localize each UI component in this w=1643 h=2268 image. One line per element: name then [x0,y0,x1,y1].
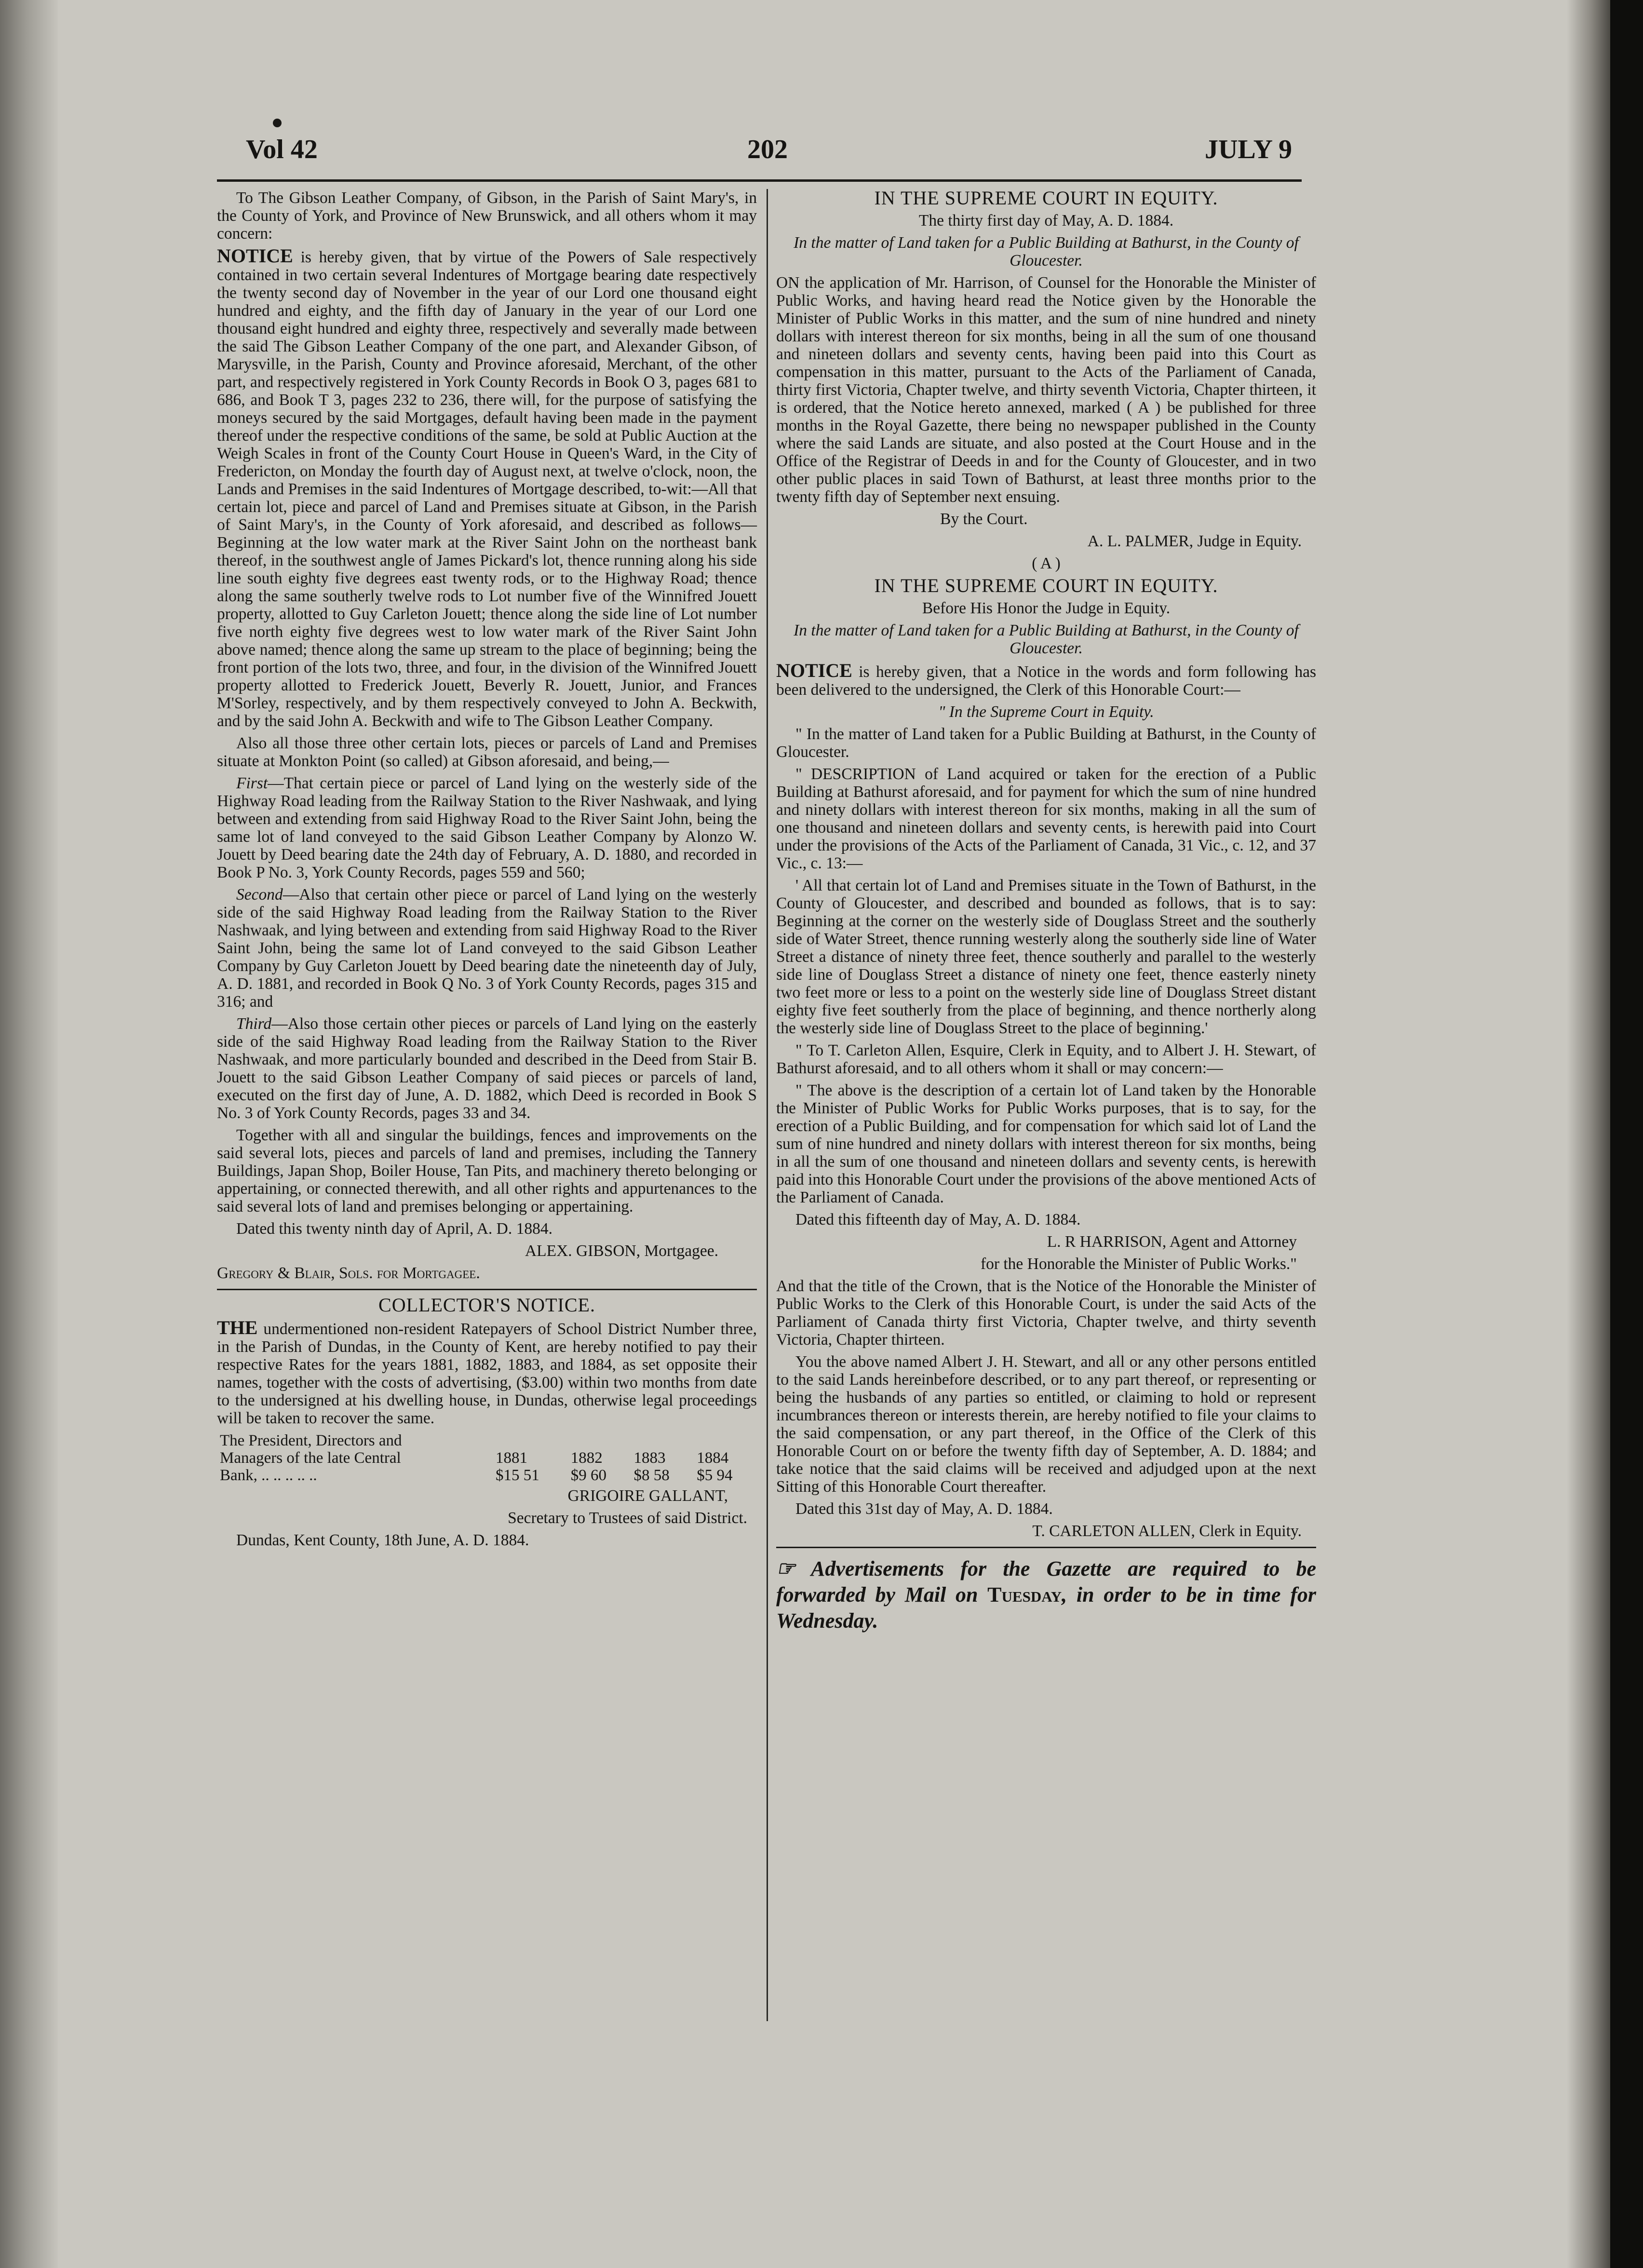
right-column [776,189,1316,1634]
clerk-notice-body: is hereby given, that a Notice in the words and form following has been delivered to the undersigned, the Clerk of this Honorable Court:— [776,663,1316,699]
annex-marker: ( A ) [1032,554,1061,572]
quoted-matter: " In the matter of Land taken for a Public Building at Bathurst, in the County of Gloucester. [776,725,1316,761]
mortgage-notice [217,247,757,730]
collector-signer: GRIGOIRE GALLANT, [567,1487,728,1505]
application-paragraph: ON the application of Mr. Harrison, of Counsel for the Honorable the Minister of Public Works, and having heard read the Notice given by the Honorable the Minister of Public Works in this matter, and the sum of nine hundred and ninety dollars with interest thereon for six months, being in all the sum of one thousand and nineteen dollars and seventy cents, having been paid into this Court as compensation in this matter, pursuant to the Acts of the Parliament of Canada, thirty first Victoria, Chapter twelve, and thirty seventh Victoria, Chapter thirteen, it is ordered, that the Notice hereto annexed, marked ( A ) be published for three months in the Royal Gazette, there being no newspaper published in the County where the said Lands are situate, and also posted at the Court House and in the Office of the Registrar of Deeds in and for the County of Gloucester, and in two other public places in said Town of Bathurst, at least three months prior to the twenty fifth day of September next ensuing. [776,274,1316,506]
pointing-hand-icon: ☞ [776,1557,795,1580]
rate-amount: $15 51 [496,1467,539,1484]
matter-heading-1: In the matter of Land taken for a Public Building at Bathurst, in the County of Gloucester. [794,234,1299,270]
year-header: 1883 [633,1449,666,1467]
rate-amount: $5 94 [697,1467,733,1484]
collector-notice [217,1319,757,1427]
collector-role: Secretary to Trustees of said District. [508,1509,747,1527]
volume-number: Vol 42 [246,135,318,164]
section-rule [776,1547,1316,1548]
rate-amount: $9 60 [570,1467,606,1484]
second-label: Second [236,886,283,904]
third-label: Third [236,1015,272,1033]
rates-table [217,1432,757,1484]
section-rule [217,1289,757,1290]
collector-body: undermentioned non-resident Ratepayers of School District Number three, in the Parish of Dundas, in the County of Kent, are hereby notified to pay their respective Rates for the years 1881, 1882, 1883, and 1884, as set opposite their names, together with the costs of advertising, ($3.00) within two months from date to the undersigned at his dwelling house, in Dundas, otherwise legal proceedings will be taken to recover the same. [217,1320,757,1427]
you-above-named: You the above named Albert J. H. Stewart, and all or any other persons entitled to the said Lands hereinbefore described, or to any part thereof, or representing or being the husbands of any parties so entitled, or claiming to hold or represent incumbrances thereon or interests therein, are hereby notified to file your claims to the said compensation, or any part thereof, in the Office of the Clerk of this Honorable Court on or before the twenty fifth day of September, A. D. 1884; and take notice that the said claims will be received and adjudged upon at the next Sitting of this Honorable Court thereafter. [776,1353,1316,1496]
issue-date: JULY 9 [1204,135,1292,164]
second-body: —Also that certain other piece or parcel of Land lying on the westerly side of the said Highway Road leading from the Railway Station to the River Nashwaak, and lying between and extending from said Highway Road to the River Saint John, being the same lot of Land conveyed to the said Gibson Leather Company by Guy Carleton Jouett by Deed bearing date the nineteenth day of July, A. D. 1881, and recorded in Book Q No. 3 of York County Records, pages 315 and 316; and [217,886,757,1011]
collector-the: THE [217,1317,258,1338]
notice-word: NOTICE [217,245,293,267]
year-header: 1881 [496,1449,527,1467]
description-paragraph: " DESCRIPTION of Land acquired or taken for the erection of a Public Building at Bathurst aforesaid, and for payment for which the sum of nine hundred and ninety dollars with interest thereon for six months, making in all the sum of one thousand and nineteen dollars and seventy cents, is herewith paid into Court under the provisions of the Acts of the Parliament of Canada, 31 Vic., c. 12, and 37 Vic., c. 13:— [776,765,1316,872]
together-paragraph: Together with all and singular the buildings, fences and improvements on the said several lots, pieces and parcels of land and premises, including the Tannery Buildings, Japan Shop, Boiler House, Tan Pits, and machinery thereto belonging or appertaining, or connected therewith, and all other rights and appurtenances to the said several lots of land and premises belonging or appertaining. [217,1126,757,1215]
quoted-court: " In the Supreme Court in Equity. [938,703,1154,721]
clerk-signature: T. CARLETON ALLEN, Clerk in Equity. [1032,1522,1302,1540]
court-heading-2: IN THE SUPREME COURT IN EQUITY. [874,575,1218,596]
lot-description: ' All that certain lot of Land and Premises situate in the Town of Bathurst, in the County of Gloucester, and described and bounded as follows, that is to say: Beginning at the corner on the westerly side of Douglass Street and the southerly side of Water Street, thence running westerly along the southerly side line of Water Street a distance of ninety three feet, thence southerly and parallel to the westerly side line of Douglass Street a distance of ninety one feet, thence easterly ninety two feet more or less to a point on the westerly side line of Douglass Street distant eighty five feet southerly from the place of beginning, and thence northerly along the westerly side line of Douglass Street to the place of beginning.' [776,877,1316,1037]
judge-signature: A. L. PALMER, Judge in Equity. [1087,532,1302,550]
mortgage-notice-body: is hereby given, that by virtue of the Powers of Sale respectively contained in two certain several Indentures of Mortgage bearing date respectively the twenty second day of November in the year of our Lord one thousand eight hundred and eighty, and the fifth day of January in the year of our Lord one thousand eight hundred and eighty three, respectively and severally made between the said The Gibson Leather Company of the one part, and Alexander Gibson, of Marysville, in the Parish, County and Province aforesaid, Merchant, of the other part, and respectively registered in York County Records in Book O 3, pages 681 to 686, and Book T 3, pages 232 to 236, there will, for the purpose of satisfying the moneys secured by the said Mortgages, default having been made in the payment thereof under the respective conditions of the same, be sold at Public Auction at the Weigh Scales in front of the County Court House in Queen's Ward, in the City of Fredericton, on Monday the fourth day of August next, at twelve o'clock, noon, the Lands and Premises in the said Indentures of Mortgage described, to-wit:—All that certain lot, piece and parcel of Land and Premises situate at Gibson, in the Parish of Saint Mary's, in the County of York aforesaid, and described as follows—Beginning at the low water mark at the River Saint John on the northeast bank thereof, in the southwest angle of James Pickard's lot, thence running along his side line south eighty five degrees east twenty rods, or to the Highway Road; thence along the same southerly twelve rods to Lot number five of the Winnifred Jouett property, allotted to Guy Carleton Jouett; thence along the side line of Lot number five north eighty five degrees west to low water mark of the River Saint John above named; thence along the same up stream to the place of beginning; being the front portion of the lots two, three, and four, in the division of the Winnifred Jouett property allotted to Frederick Jouett, Beverly R. Jouett, Junior, and Frances M'Sorley, respectively, and by them respectively conveyed to John A. Beckwith, and by the said John A. Beckwith and wife to The Gibson Leather Company. [217,248,757,730]
rate-amount: $8 58 [633,1467,670,1484]
header-rule [217,179,1302,182]
year-header: 1884 [697,1449,729,1467]
above-paragraph: " The above is the description of a certain lot of Land taken by the Honorable the Minister of Public Works for Public Works purposes, that is to say, for the erection of a Public Building, and for compensation for which said lot of Land the sum of nine hundred and ninety dollars with interest thereon for six months, being in all the sum of one thousand and nineteen dollars and seventy cents, is herewith paid into this Honorable Court under the provisions of the above mentioned Acts of the Parliament of Canada. [776,1081,1316,1206]
solicitors: Gregory & Blair, Sols. for Mortgagee. [217,1264,480,1282]
by-the-court: By the Court. [940,510,1028,528]
advertisement-text-1: Advertisements for the Gazette are required to be forwarded by Mail on [776,1557,1316,1606]
ink-speck [273,119,282,127]
page-header [236,129,1302,182]
book-binding-edge [0,0,58,2268]
third-parcel [217,1015,757,1122]
notice-word: NOTICE [776,660,852,681]
column-divider [767,189,768,2021]
also-paragraph: Also all those three other certain lots, pieces or parcels of Land and Premises situate at Monkton Point (so called) at Gibson aforesaid, and being,— [217,734,757,770]
mortgage-signer: ALEX. GIBSON, Mortgagee. [525,1242,718,1260]
first-parcel [217,774,757,881]
collector-place: Dundas, Kent County, 18th June, A. D. 1884. [236,1531,529,1549]
third-body: —Also those certain other pieces or parcels of Land lying on the easterly side of the said Highway Road leading from the Railway Station to the River Nashwaak, and more particularly bounded and described in the Deed from Stair B. Jouett to the said Gibson Leather Company of said pieces or parcels of land, executed on the first day of June, A. D. 1882, which Deed is recorded in Book S No. 3 of York County Records, pages 33 and 34. [217,1015,757,1122]
page-edge-shadow [1567,0,1610,2268]
left-column [217,189,757,1553]
harrison-signature: L. R HARRISON, Agent and Attorney [1047,1233,1297,1251]
title-of-crown: And that the title of the Crown, that is the Notice of the Honorable the Minister of Public Works to the Clerk of this Honorable Court, is under the said Acts of the Parliament of Canada thirty first Victoria, Chapter twelve, and thirty seventh Victoria, Chapter thirteen. [776,1277,1316,1349]
mortgage-address: To The Gibson Leather Company, of Gibson, in the Parish of Saint Mary's, in the County of York, and Province of New Brunswick, and all others whom it may concern: [217,189,757,243]
dated-quote: Dated this fifteenth day of May, A. D. 1884. [795,1211,1081,1228]
page-number: 202 [747,135,788,164]
ratepayer-line-1: The President, Directors and [220,1432,402,1449]
ratepayer-line-3: Bank, .. .. .. .. .. [220,1467,317,1484]
before-judge: Before His Honor the Judge in Equity. [922,599,1171,617]
advertisement-note [776,1556,1316,1634]
matter-heading-2: In the matter of Land taken for a Public Building at Bathurst, in the County of Gloucester. [794,621,1299,657]
mortgage-dated: Dated this twenty ninth day of April, A. D. 1884. [236,1220,552,1238]
year-header: 1882 [570,1449,603,1467]
second-parcel [217,886,757,1011]
ratepayer-line-2: Managers of the late Central [220,1449,401,1467]
dated-31st: Dated this 31st day of May, A. D. 1884. [795,1500,1053,1518]
first-body: —That certain piece or parcel of Land lying on the westerly side of the Highway Road leading from the Railway Station to the River Nashwaak, and lying between and extending from said Highway Road to the River Saint John, being the same lot of land conveyed to the said Gibson Leather Company by Alonzo W. Jouett by Deed bearing date the 24th day of February, A. D. 1880, and recorded in Book P No. 3, York County Records, pages 559 and 560; [217,774,757,881]
harrison-role: for the Honorable the Minister of Public Works." [980,1255,1297,1273]
advertisement-tuesday: Tuesday [987,1583,1062,1606]
court-heading-1: IN THE SUPREME COURT IN EQUITY. [874,187,1218,209]
address-to-allen: " To T. Carleton Allen, Esquire, Clerk in Equity, and to Albert J. H. Stewart, of Bathurst aforesaid, and to all others whom it shall or may concern:— [776,1041,1316,1077]
first-label: First [236,774,268,792]
clerk-notice [776,662,1316,699]
advertisement-text-2: , in order to be in time for Wednesday. [776,1583,1316,1633]
court-date-1: The thirty first day of May, A. D. 1884. [918,212,1174,230]
collector-title: COLLECTOR'S NOTICE. [378,1294,595,1316]
